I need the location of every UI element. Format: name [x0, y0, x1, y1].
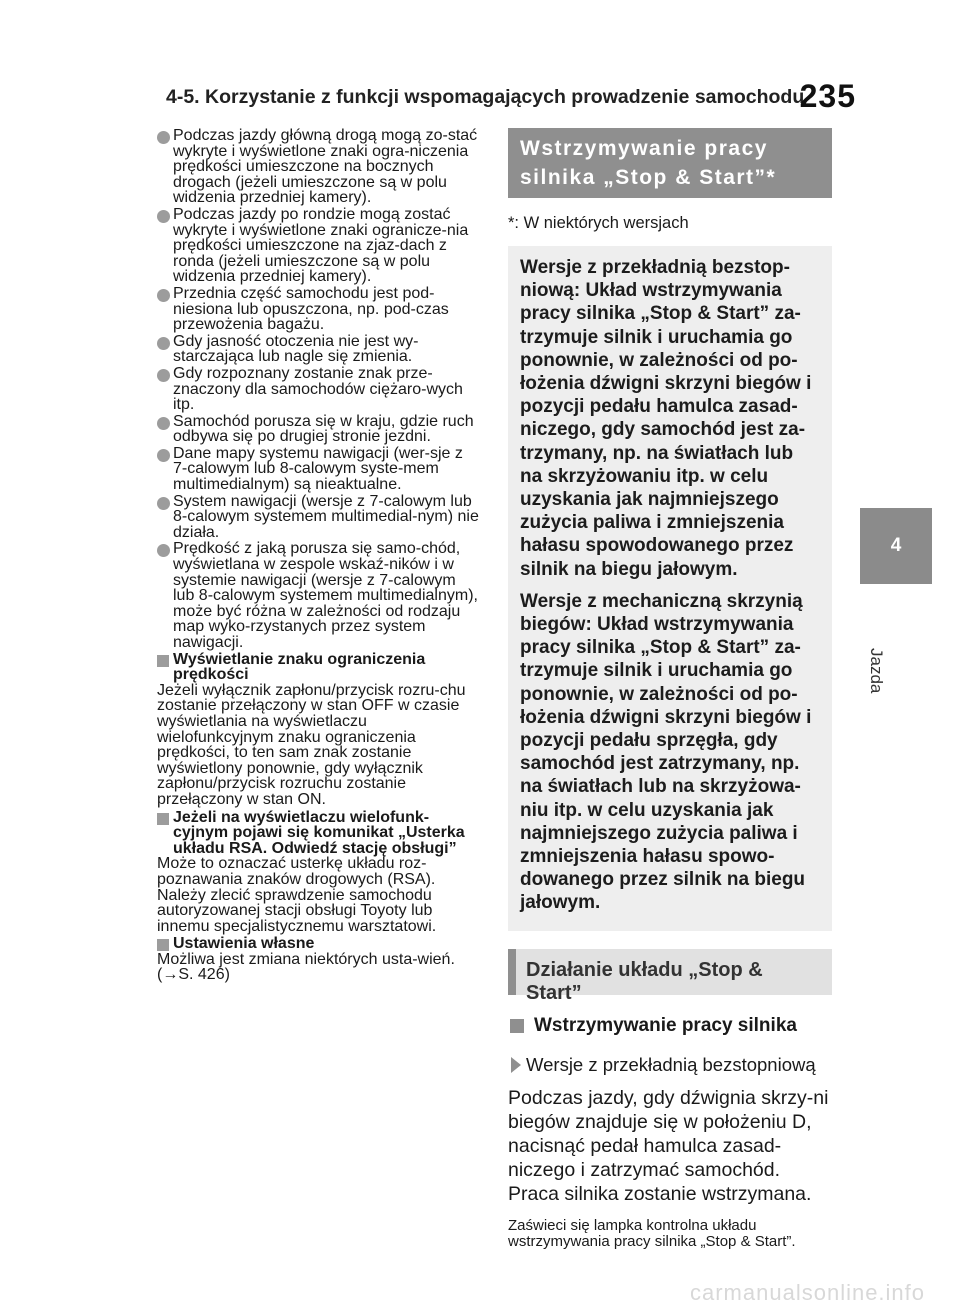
square-bullet-icon [157, 813, 169, 825]
manual-summary: Wersje z mechaniczną skrzynią biegów: Układ wstrzymywania pracy silnika „Stop & Start” za-trzymuje silnik i uruchamia go ponownie, w zależności od po-łożenia dźwigni skrzyni biegów i pozycji pedału sprzęgła, gdy samochód jest zatrzymany, np. na światłach lub na skrzyżowa-niu itp. w celu uzyskania jak najmniejszego zużycia paliwa i zmniejszenia hałasu spowo-dowanego przez silnik na biegu jałowym. [520, 590, 812, 914]
rsa-malfunction-heading: Jeżeli na wyświetlaczu wielofunk-cyjnym pojawi się komunikat „Usterka układu RSA. Odwiedź stację obsługi” [157, 810, 479, 857]
cvt-version-heading: Wersje z przekładnią bezstopniową [508, 1054, 832, 1076]
page-number: 235 [799, 78, 856, 114]
engine-stop-instructions: Podczas jazdy, gdy dźwignia skrzy-ni biegów znajduje się w położeniu D, nacisnąć pedał hamulca zasad-niczego i zatrzymać samochód. Praca silnika zostanie wstrzymana. [508, 1086, 829, 1205]
bullet-icon [157, 289, 170, 302]
stop-start-title: Wstrzymywanie pracy silnika „Stop & Start”* [508, 128, 832, 198]
left-column [157, 128, 479, 985]
list-item: Przednia część samochodu jest pod-niesiona lub opuszczona, np. pod-czas przewożenia bagażu. [157, 286, 479, 333]
triangle-bullet-icon [511, 1057, 521, 1073]
custom-settings-text: Możliwa jest zmiana niektórych usta-wień. (→S. 426) [157, 950, 455, 984]
operation-section-heading: Działanie układu „Stop & Start” [508, 949, 832, 995]
square-bullet-icon [157, 939, 169, 951]
speed-sign-display-text: Jeżeli wyłącznik zapłonu/przycisk rozru-chu zostanie przełączony w stan OFF w czasie wyświetlania na wyświetlaczu wielofunkcyjnym znaku ograniczenia prędkości, to ten sam znak zostanie wyświetlony ponownie, gdy wyłącznik zapłonu/przycisk rozruchu zostanie przełączony w stan ON. [157, 681, 466, 808]
list-item: Samochód porusza się w kraju, gdzie ruch odbywa się po drugiej stronie jezdni. [157, 414, 479, 445]
rsa-malfunction-text: Może to oznaczać usterkę układu roz-poznawania znaków drogowych (RSA). Należy zlecić sprawdzenie samochodu autoryzowanej stacji obsługi Toyoty lub innemu specjalistycznemu warsztatowi. [157, 855, 437, 935]
bullet-icon [157, 417, 170, 430]
bullet-icon [157, 544, 170, 557]
bullet-icon [157, 337, 170, 350]
footnote: *: W niektórych wersjach [508, 214, 689, 232]
list-item: Dane mapy systemu nawigacji (wer-sje z 7-calowym lub 8-calowym syste-mem multimedialnym) są nieaktualne. [157, 446, 479, 493]
speed-sign-display-heading: Wyświetlanie znaku ograniczenia prędkości [157, 652, 479, 683]
right-column [508, 128, 832, 1251]
bullet-icon [157, 210, 170, 223]
custom-settings-heading: Ustawienia własne [157, 936, 479, 952]
list-item: Podczas jazdy po rondzie mogą zostać wykryte i wyświetlone znaki ogranicze-nia prędkości umieszczone na zjaz-dach z ronda (jeżeli umieszczone są w polu widzenia przedniej kamery). [157, 207, 479, 285]
list-item: Prędkość z jaką porusza się samo-chód, wyświetlana w zespole wskaź-ników i w systemie nawigacji (wersje z 7-calowym lub 8-calowym systemem multimedialnym), może być różna w zależności od rodzaju map wyko-rzystanych przez system nawigacji. [157, 541, 479, 650]
bullet-icon [157, 369, 170, 382]
chapter-side-label: Jazda [867, 648, 886, 694]
list-item: Podczas jazdy główną drogą mogą zo-stać wykryte i wyświetlone znaki ogra-niczenia prędkości umieszczone na bocznych drogach (jeżeli umieszczone są w polu widzenia przedniej kamery). [157, 128, 479, 206]
bullet-icon [157, 131, 170, 144]
engine-stop-heading: Wstrzymywanie pracy silnika [508, 1015, 832, 1037]
list-item: Gdy jasność otoczenia nie jest wy-starczająca lub nagle się zmienia. [157, 334, 479, 365]
chapter-section-title: 4-5. Korzystanie z funkcji wspomagających prowadzenie samochodu [166, 86, 805, 108]
square-bullet-icon [510, 1019, 524, 1033]
list-item: Gdy rozpoznany zostanie znak prze-znaczony dla samochodów ciężaro-wych itp. [157, 366, 479, 413]
square-bullet-icon [157, 655, 169, 667]
page-header [166, 78, 856, 118]
indicator-note: Zaświeci się lampka kontrolna układu wstrzymywania pracy silnika „Stop & Start”. [508, 1216, 796, 1251]
cvt-summary: Wersje z przekładnią bezstop-niową: Układ wstrzymywania pracy silnika „Stop & Start” za-trzymuje silnik i uruchamia go ponownie, w zależności od po-łożenia dźwigni skrzyni biegów i pozycji pedału hamulca zasad-niczego, gdy samochód jest za-trzymany, np. na światłach lub na skrzyżowaniu itp. w celu uzyskania jak najmniejszego zużycia paliwa i zmniejszenia hałasu spowodowanego przez silnik na biegu jałowym. [520, 257, 812, 580]
chapter-tab[interactable]: 4 [860, 508, 932, 584]
watermark: carmanualsonline.info [690, 1280, 926, 1305]
bullet-icon [157, 497, 170, 510]
summary-box [508, 246, 832, 931]
bullet-icon [157, 449, 170, 462]
list-item: System nawigacji (wersje z 7-calowym lub 8-calowym systemem multimedial-nym) nie działa. [157, 494, 479, 541]
